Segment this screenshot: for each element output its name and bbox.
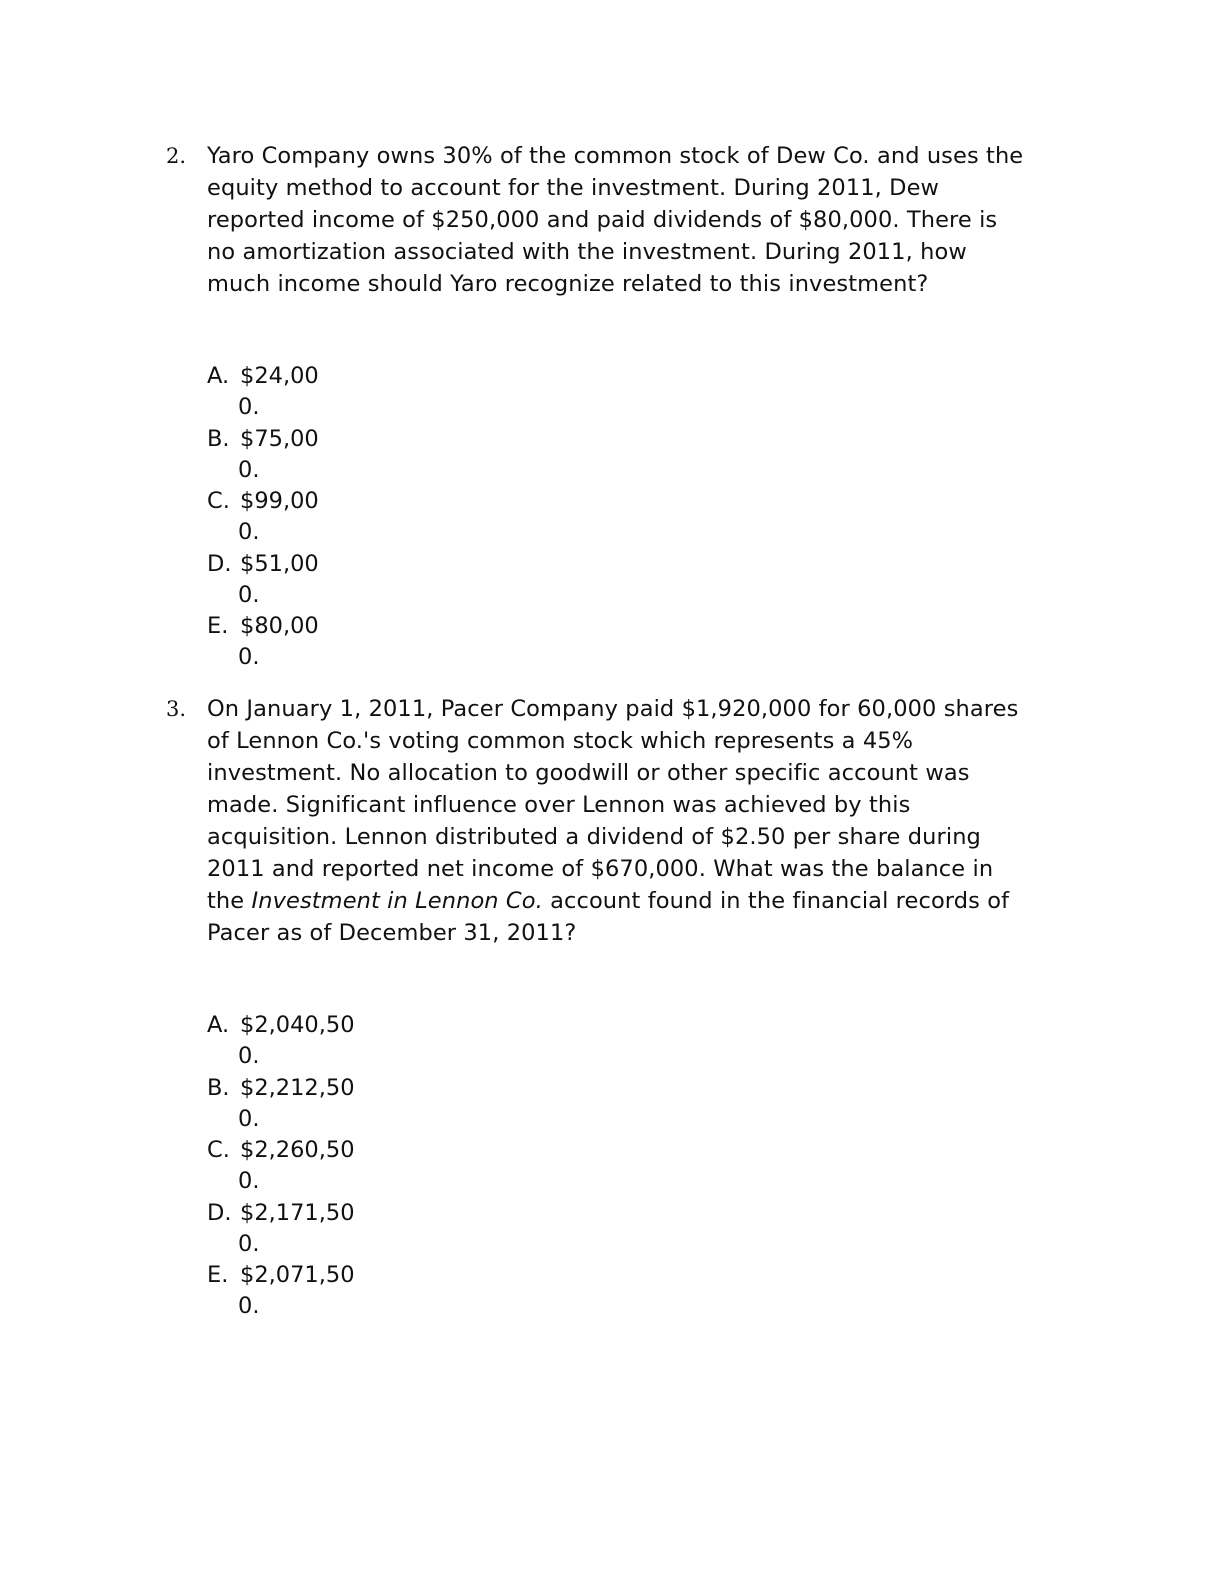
- option-letter: C.: [207, 1137, 230, 1163]
- option-value-wrap: 0.: [238, 456, 260, 483]
- option-letter: E.: [207, 1262, 229, 1288]
- question-line: no amortization associated with the investment. During 2011, how: [207, 239, 967, 265]
- account-name: Investment in Lennon Co.: [251, 888, 543, 914]
- answer-option-e: [207, 611, 507, 674]
- option-value: $75,00: [240, 425, 319, 452]
- question-line: acquisition. Lennon distributed a dividend of $2.50 per share during: [207, 824, 981, 850]
- answer-option-b: [207, 424, 507, 487]
- option-value-wrap: 0.: [238, 644, 260, 670]
- option-value-wrap: 0.: [238, 1105, 260, 1132]
- option-letter: B.: [207, 1074, 230, 1101]
- option-value: $80,00: [240, 613, 319, 639]
- option-letter: D.: [207, 1199, 232, 1226]
- question-line: reported income of $250,000 and paid dividends of $80,000. There is: [207, 207, 998, 233]
- answer-option-c: [207, 1135, 507, 1198]
- question-line: [207, 885, 1066, 917]
- option-value-wrap: 0.: [238, 1293, 260, 1319]
- answer-option-e: [207, 1260, 507, 1323]
- option-value-wrap: 0.: [238, 1168, 260, 1194]
- question-text: [207, 693, 1066, 949]
- answer-option-d: [207, 549, 507, 612]
- option-letter: E.: [207, 613, 229, 639]
- question-2: [166, 140, 1066, 300]
- question-line: much income should Yaro recognize related to this investment?: [207, 271, 929, 297]
- option-value: $2,040,50: [240, 1012, 355, 1038]
- option-letter: C.: [207, 488, 230, 514]
- option-value-wrap: 0.: [238, 1230, 260, 1257]
- option-letter: D.: [207, 550, 232, 577]
- question-line: equity method to account for the investment. During 2011, Dew: [207, 175, 940, 201]
- option-value: $2,212,50: [240, 1074, 355, 1101]
- question-number: 2.: [166, 144, 187, 168]
- option-value: $51,00: [240, 550, 319, 577]
- option-letter: A.: [207, 363, 230, 389]
- answer-option-b: [207, 1073, 507, 1136]
- question-line: Yaro Company owns 30% of the common stock of Dew Co. and uses the: [207, 143, 1024, 169]
- option-value: $2,071,50: [240, 1262, 355, 1288]
- question-line: of Lennon Co.'s voting common stock which represents a 45%: [207, 728, 914, 754]
- option-letter: A.: [207, 1012, 230, 1038]
- question-3: [166, 693, 1066, 949]
- option-value: $2,171,50: [240, 1199, 355, 1226]
- option-value-wrap: 0.: [238, 394, 260, 420]
- answer-options-q2: [207, 361, 507, 674]
- question-line: 2011 and reported net income of $670,000. What was the balance in: [207, 856, 994, 882]
- option-letter: B.: [207, 425, 230, 452]
- option-value-wrap: 0.: [238, 581, 260, 608]
- option-value-wrap: 0.: [238, 1043, 260, 1069]
- answer-option-a: [207, 361, 507, 424]
- option-value: $99,00: [240, 488, 319, 514]
- answer-option-d: [207, 1198, 507, 1261]
- answer-option-a: [207, 1010, 507, 1073]
- answer-options-q3: [207, 1010, 507, 1323]
- question-line: Pacer as of December 31, 2011?: [207, 920, 577, 946]
- answer-option-c: [207, 486, 507, 549]
- option-value: $24,00: [240, 363, 319, 389]
- question-line: made. Significant influence over Lennon was achieved by this: [207, 792, 911, 818]
- question-text: [207, 140, 1066, 300]
- question-line: investment. No allocation to goodwill or other specific account was: [207, 760, 970, 786]
- question-line: On January 1, 2011, Pacer Company paid $1,920,000 for 60,000 shares: [207, 696, 1019, 722]
- question-number: 3.: [166, 697, 187, 721]
- option-value: $2,260,50: [240, 1137, 355, 1163]
- line-text: the: [207, 888, 252, 914]
- line-text: account found in the financial records of: [542, 888, 1010, 914]
- option-value-wrap: 0.: [238, 519, 260, 545]
